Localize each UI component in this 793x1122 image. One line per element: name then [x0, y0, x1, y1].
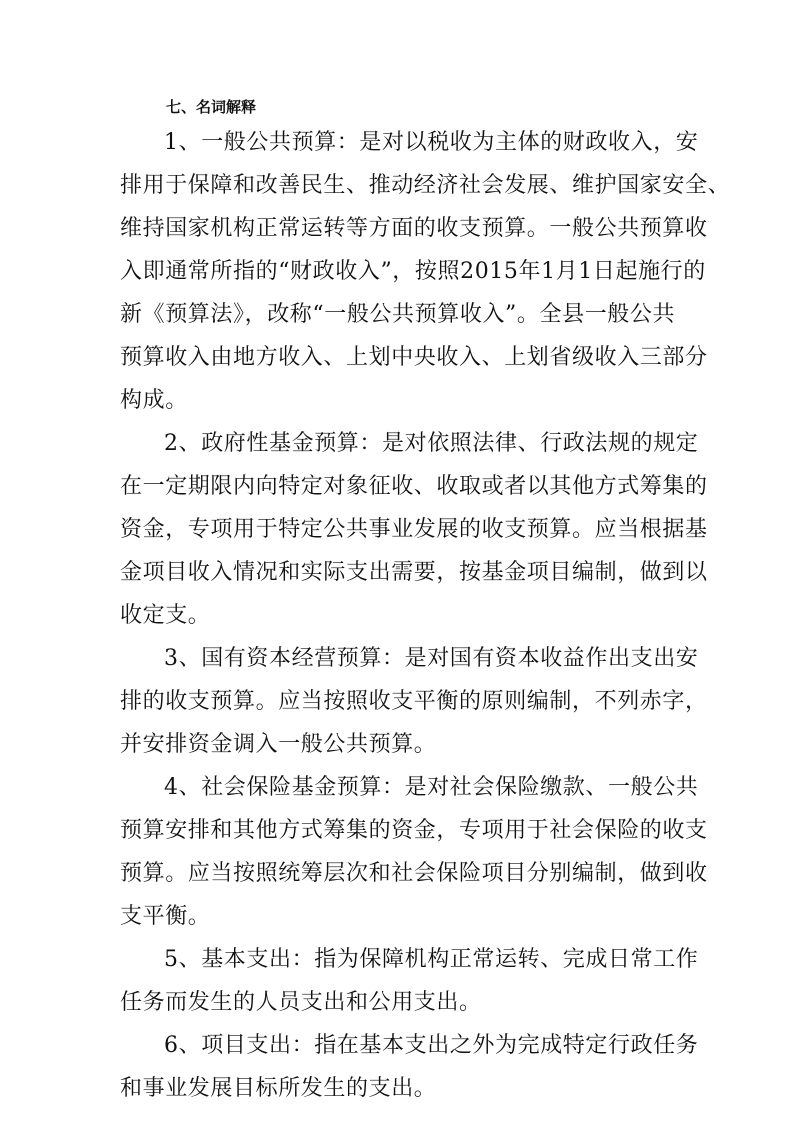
text-line: 并安排资金调入一般公共预算。 — [120, 732, 437, 757]
text-line: 4、社会保险基金预算：是对社会保险缴款、一般公共 — [164, 775, 699, 800]
text-line: 构成。 — [120, 388, 188, 413]
text-line: 任务而发生的人员支出和公用支出。 — [120, 990, 482, 1015]
text-line: 入即通常所指的“财政收入”，按照2015年1月1日起施行的 — [120, 259, 706, 284]
text-line: 维持国家机构正常运转等方面的收支预算。一般公共预算收 — [120, 216, 708, 241]
text-line: 新《预算法》，改称“一般公共预算收入”。全县一般公共 — [120, 302, 676, 327]
text-line: 预算。应当按照统筹层次和社会保险项目分别编制，做到收 — [120, 861, 708, 886]
text-line: 排用于保障和改善民生、推动经济社会发展、维护国家安全、 — [120, 173, 731, 198]
text-line: 排的收支预算。应当按照收支平衡的原则编制，不列赤字， — [120, 689, 708, 714]
text-line: 支平衡。 — [120, 904, 211, 929]
text-line: 预算安排和其他方式筹集的资金，专项用于社会保险的收支 — [120, 818, 708, 843]
text-line: 1、一般公共预算：是对以税收为主体的财政收入，安 — [164, 130, 699, 155]
text-line: 收定支。 — [120, 603, 211, 628]
text-line: 6、项目支出：指在基本支出之外为完成特定行政任务 — [164, 1033, 699, 1058]
text-line: 2、政府性基金预算：是对依照法律、行政法规的规定 — [164, 431, 699, 456]
text-line: 5、基本支出：指为保障机构正常运转、完成日常工作 — [164, 947, 699, 972]
text-line: 和事业发展目标所发生的支出。 — [120, 1076, 437, 1101]
text-line: 预算收入由地方收入、上划中央收入、上划省级收入三部分 — [120, 345, 708, 370]
section-heading: 七、名词解释 — [166, 98, 257, 116]
text-line: 金项目收入情况和实际支出需要，按基金项目编制，做到以 — [120, 560, 708, 585]
text-line: 资金，专项用于特定公共事业发展的收支预算。应当根据基 — [120, 517, 708, 542]
text-line: 在一定期限内向特定对象征收、收取或者以其他方式筹集的 — [120, 474, 708, 499]
text-line: 3、国有资本经营预算：是对国有资本收益作出支出安 — [164, 646, 699, 671]
